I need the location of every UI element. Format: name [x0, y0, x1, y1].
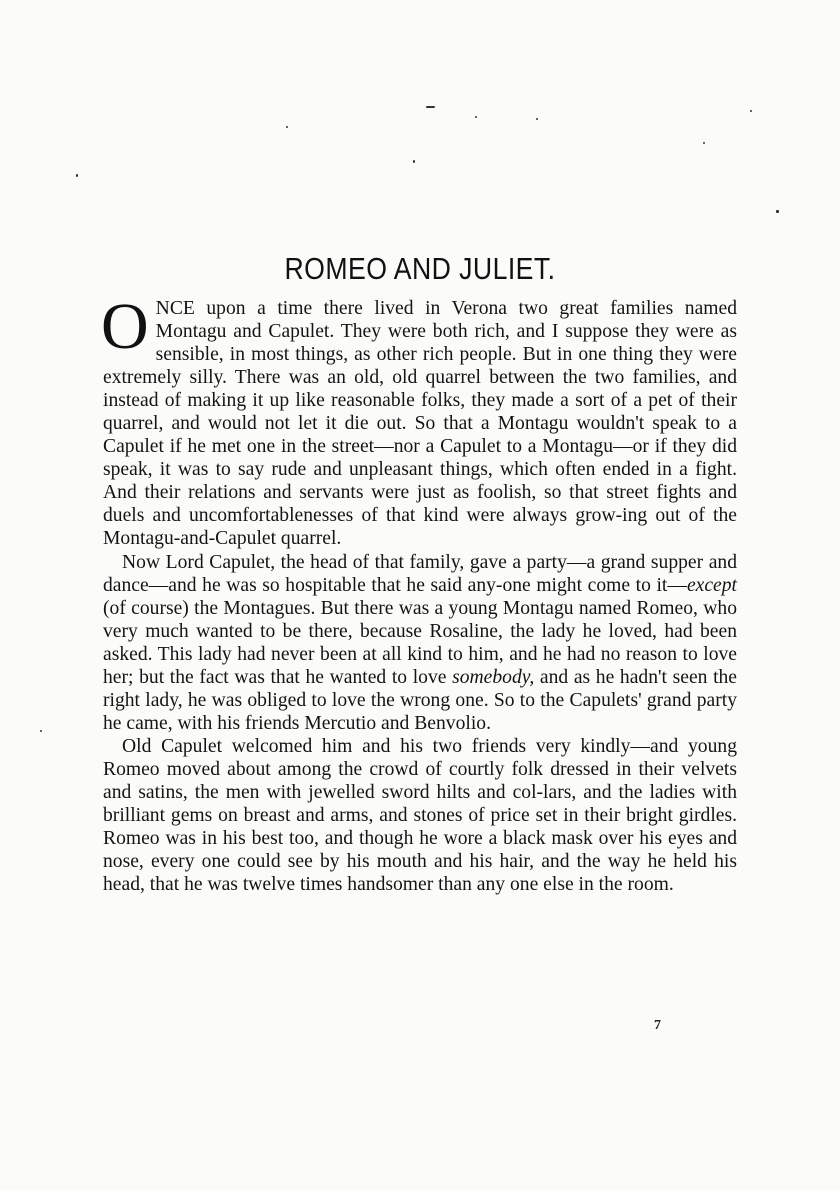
body-text: [101, 290, 738, 896]
scan-speck: [40, 730, 42, 732]
scan-speck: [286, 126, 288, 128]
emphasis-somebody: somebody,: [452, 666, 535, 688]
scan-speck: [703, 142, 705, 144]
scan-speck: [776, 210, 779, 213]
paragraph-2-text-b: (of course) the Montagues. But there was a young Montagu named Romeo, who very much wanted to be there, because Rosaline, the lady he loved, had been asked. This lady had never been at all kind to him, and he had no reason to love her; but the fact was that he wanted to love: [103, 597, 737, 688]
scan-speck: [750, 110, 752, 112]
scan-speck: [536, 118, 538, 120]
scan-speck: [413, 160, 415, 163]
paragraph-3: Old Capulet welcomed him and his two friends very kindly—and young Romeo moved about among the crowd of courtly folk dressed in their velvets and satins, the men with jewelled sword hilts and col-lars, and the ladies with brilliant gems on breast and arms, and stones of price set in their bright girdles. Romeo was in his best too, and though he wore a black mask over his eyes and nose, every one could see by his mouth and his hair, and the way he held his head, that he was twelve times handsomer than any one else in the room.: [103, 735, 737, 896]
paragraph-1: [101, 290, 737, 551]
paragraph-2-text-c: and as he hadn't seen the right lady, he was obliged to love the wrong one. So to the Capulets' grand party he came, with his friends Mercutio and Benvolio.: [103, 666, 738, 734]
paragraph-1-text: NCE upon a time there lived in Verona two great families named Montagu and Capulet. They were both rich, and I suppose they were as sensible, in most things, as other rich people. But in one thing they were extremely silly. There was an old, old quarrel between the two families, and instead of making it up like reasonable folks, they made a sort of a pet of their quarrel, and would not let it die out. So that a Montagu wouldn't speak to a Capulet if he met one in the street—nor a Capulet to a Montagu—or if they did speak, it was to say rude and unpleasant things, which often ended in a fight. And their relations and servants were just as foolish, so that street fights and duels and uncomfortablenesses of that kind were always grow-ing out of the Montagu-and-Capulet quarrel.: [103, 298, 737, 550]
drop-cap: O: [101, 290, 149, 363]
page-number: 7: [654, 1018, 661, 1033]
paragraph-2: [103, 551, 737, 735]
page-title: ROMEO AND JULIET.: [284, 251, 556, 286]
scan-speck: [475, 116, 477, 118]
scan-speck: [76, 174, 78, 177]
emphasis-except: except: [686, 574, 737, 596]
scan-speck: [426, 106, 435, 108]
paragraph-2-text-a: Now Lord Capulet, the head of that family, gave a party—a grand supper and dance—and he was so hospitable that he said any-one might come to it—: [103, 551, 737, 596]
